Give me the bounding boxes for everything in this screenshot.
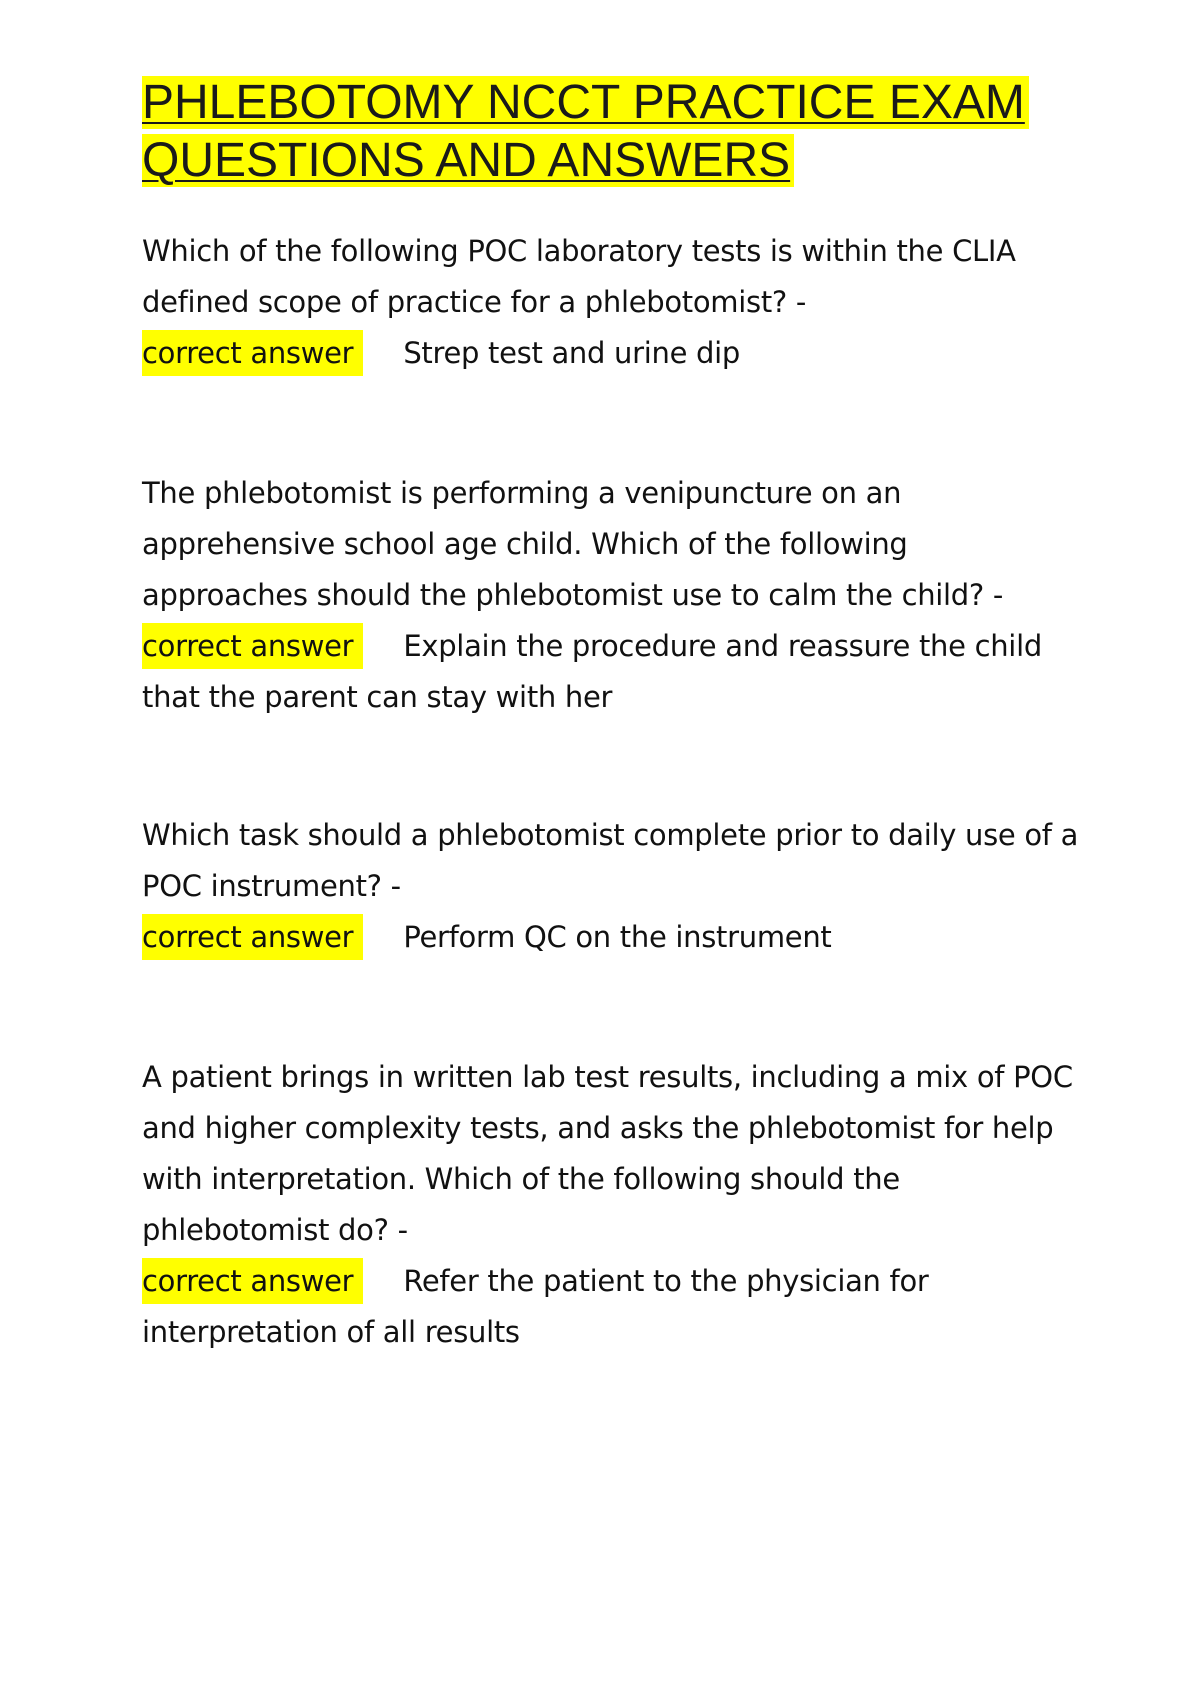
correct-answer-label: correct answer bbox=[142, 623, 363, 669]
question-text: A patient brings in written lab test results, including a mix of POC and higher complexity tests, and asks the phlebotomist for help with interpretation. Which of the following should the phlebotomist do? - bbox=[142, 1060, 1073, 1247]
document-title-text: PHLEBOTOMY NCCT PRACTICE EXAM QUESTIONS AND ANSWERS bbox=[142, 76, 1029, 187]
correct-answer-label: correct answer bbox=[142, 1258, 363, 1304]
document-title bbox=[142, 74, 1042, 190]
answer-line bbox=[142, 621, 1082, 723]
question-text: Which task should a phlebotomist complete prior to daily use of a POC instrument? - bbox=[142, 818, 1079, 903]
question-text: Which of the following POC laboratory tests is within the CLIA defined scope of practice for a phlebotomist? - bbox=[142, 234, 1016, 319]
qa-item bbox=[142, 226, 1082, 379]
answer-line bbox=[142, 912, 1082, 963]
correct-answer-label: correct answer bbox=[142, 330, 363, 376]
correct-answer-label: correct answer bbox=[142, 914, 363, 960]
answer-text: Explain the procedure and reassure the child that the parent can stay with her bbox=[142, 629, 1042, 714]
qa-item bbox=[142, 810, 1082, 963]
answer-line bbox=[142, 1256, 1082, 1358]
answer-text: Perform QC on the instrument bbox=[403, 920, 832, 954]
question-text: The phlebotomist is performing a venipuncture on an apprehensive school age child. Which of the following approaches should the phlebotomist use to calm the child? - bbox=[142, 476, 1004, 612]
answer-line bbox=[142, 328, 1082, 379]
qa-item bbox=[142, 468, 1082, 723]
answer-text: Refer the patient to the physician for interpretation of all results bbox=[142, 1264, 929, 1349]
qa-item bbox=[142, 1052, 1082, 1358]
answer-text: Strep test and urine dip bbox=[403, 336, 741, 370]
